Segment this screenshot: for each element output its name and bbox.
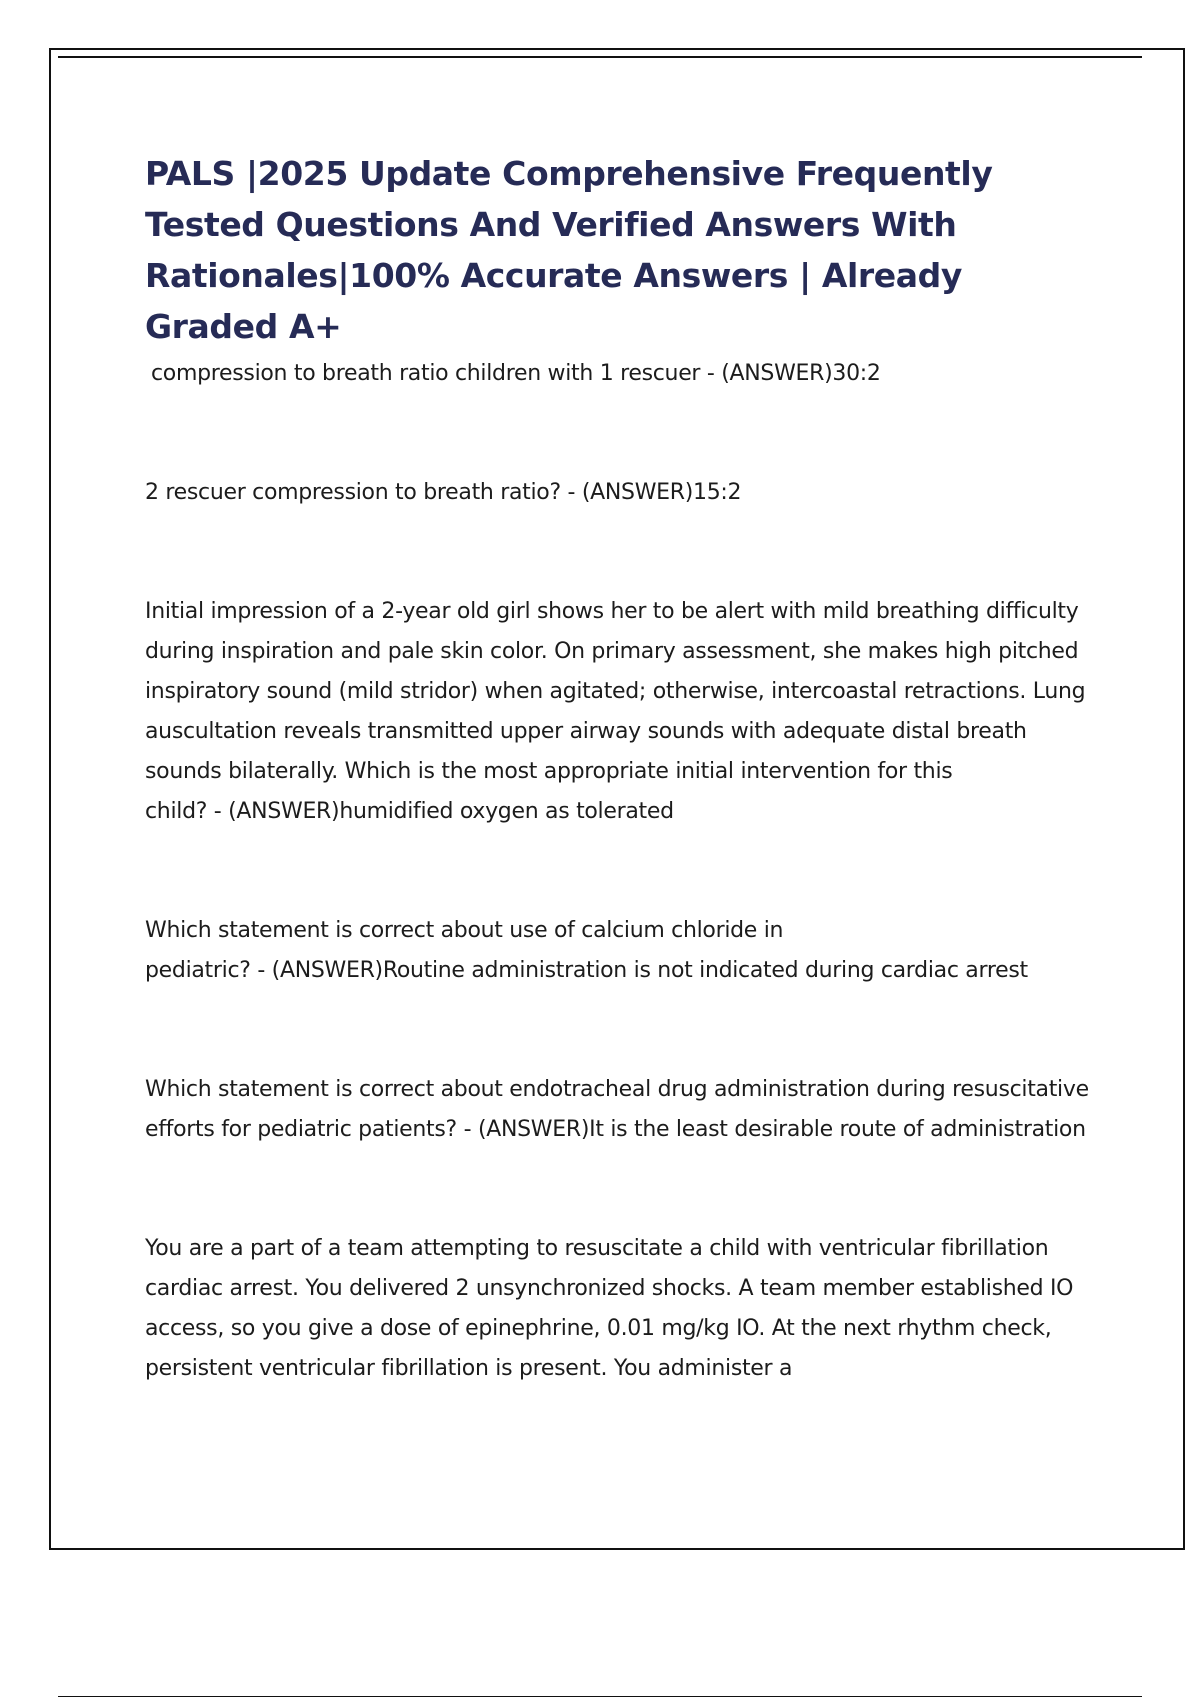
question-text: compression to breath ratio children with 1 rescuer -: [151, 361, 721, 386]
qa-item: [151, 354, 1095, 394]
qa-item: [145, 592, 1095, 832]
qa-item: [145, 911, 1095, 991]
answer-text: (ANSWER)It is the least desirable route of administration: [477, 1117, 1086, 1142]
answer-text: (ANSWER)Routine administration is not indicated during cardiac arrest: [271, 958, 1028, 983]
answer-text: (ANSWER)30:2: [721, 361, 881, 386]
bottom-rule: [58, 1696, 1142, 1697]
question-text: You are a part of a team attempting to resuscitate a child with ventricular fibrillation cardiac arrest. You delivered 2 unsynchronized shocks. A team member established IO access, so you give a dose of epinephrine, 0.01 mg/kg IO. At the next rhythm check, persistent ventricular fibrillation is present. You administer a: [145, 1236, 1074, 1381]
question-text: 2 rescuer compression to breath ratio? -: [145, 480, 582, 505]
document-body: [145, 148, 1095, 1389]
question-text: Which statement is correct about endotracheal drug administration during resuscitative efforts for pediatric patients? -: [145, 1077, 1089, 1142]
qa-item-truncated: [145, 1229, 1095, 1389]
answer-text: (ANSWER)15:2: [581, 480, 742, 505]
answer-text: (ANSWER)humidified oxygen as tolerated: [228, 799, 674, 824]
question-text: Initial impression of a 2-year old girl shows her to be alert with mild breathing difficulty during inspiration and pale skin color. On primary assessment, she makes high pitched inspiratory sound (mild stridor) when agitated; otherwise, intercoastal retractions. Lung auscultation reveals transmitted upper airway sounds with adequate distal breath sounds bilaterally. Which is the most appropriate initial intervention for this child? -: [145, 599, 1085, 824]
document-title: PALS |2025 Update Comprehensive Frequently Tested Questions And Verified Answers With Rationales|100% Accurate Answers | Already Graded A+: [145, 154, 993, 346]
qa-item: [145, 1070, 1095, 1150]
qa-item: [145, 473, 1095, 513]
question-text: Which statement is correct about use of calcium chloride in pediatric? -: [145, 918, 783, 983]
